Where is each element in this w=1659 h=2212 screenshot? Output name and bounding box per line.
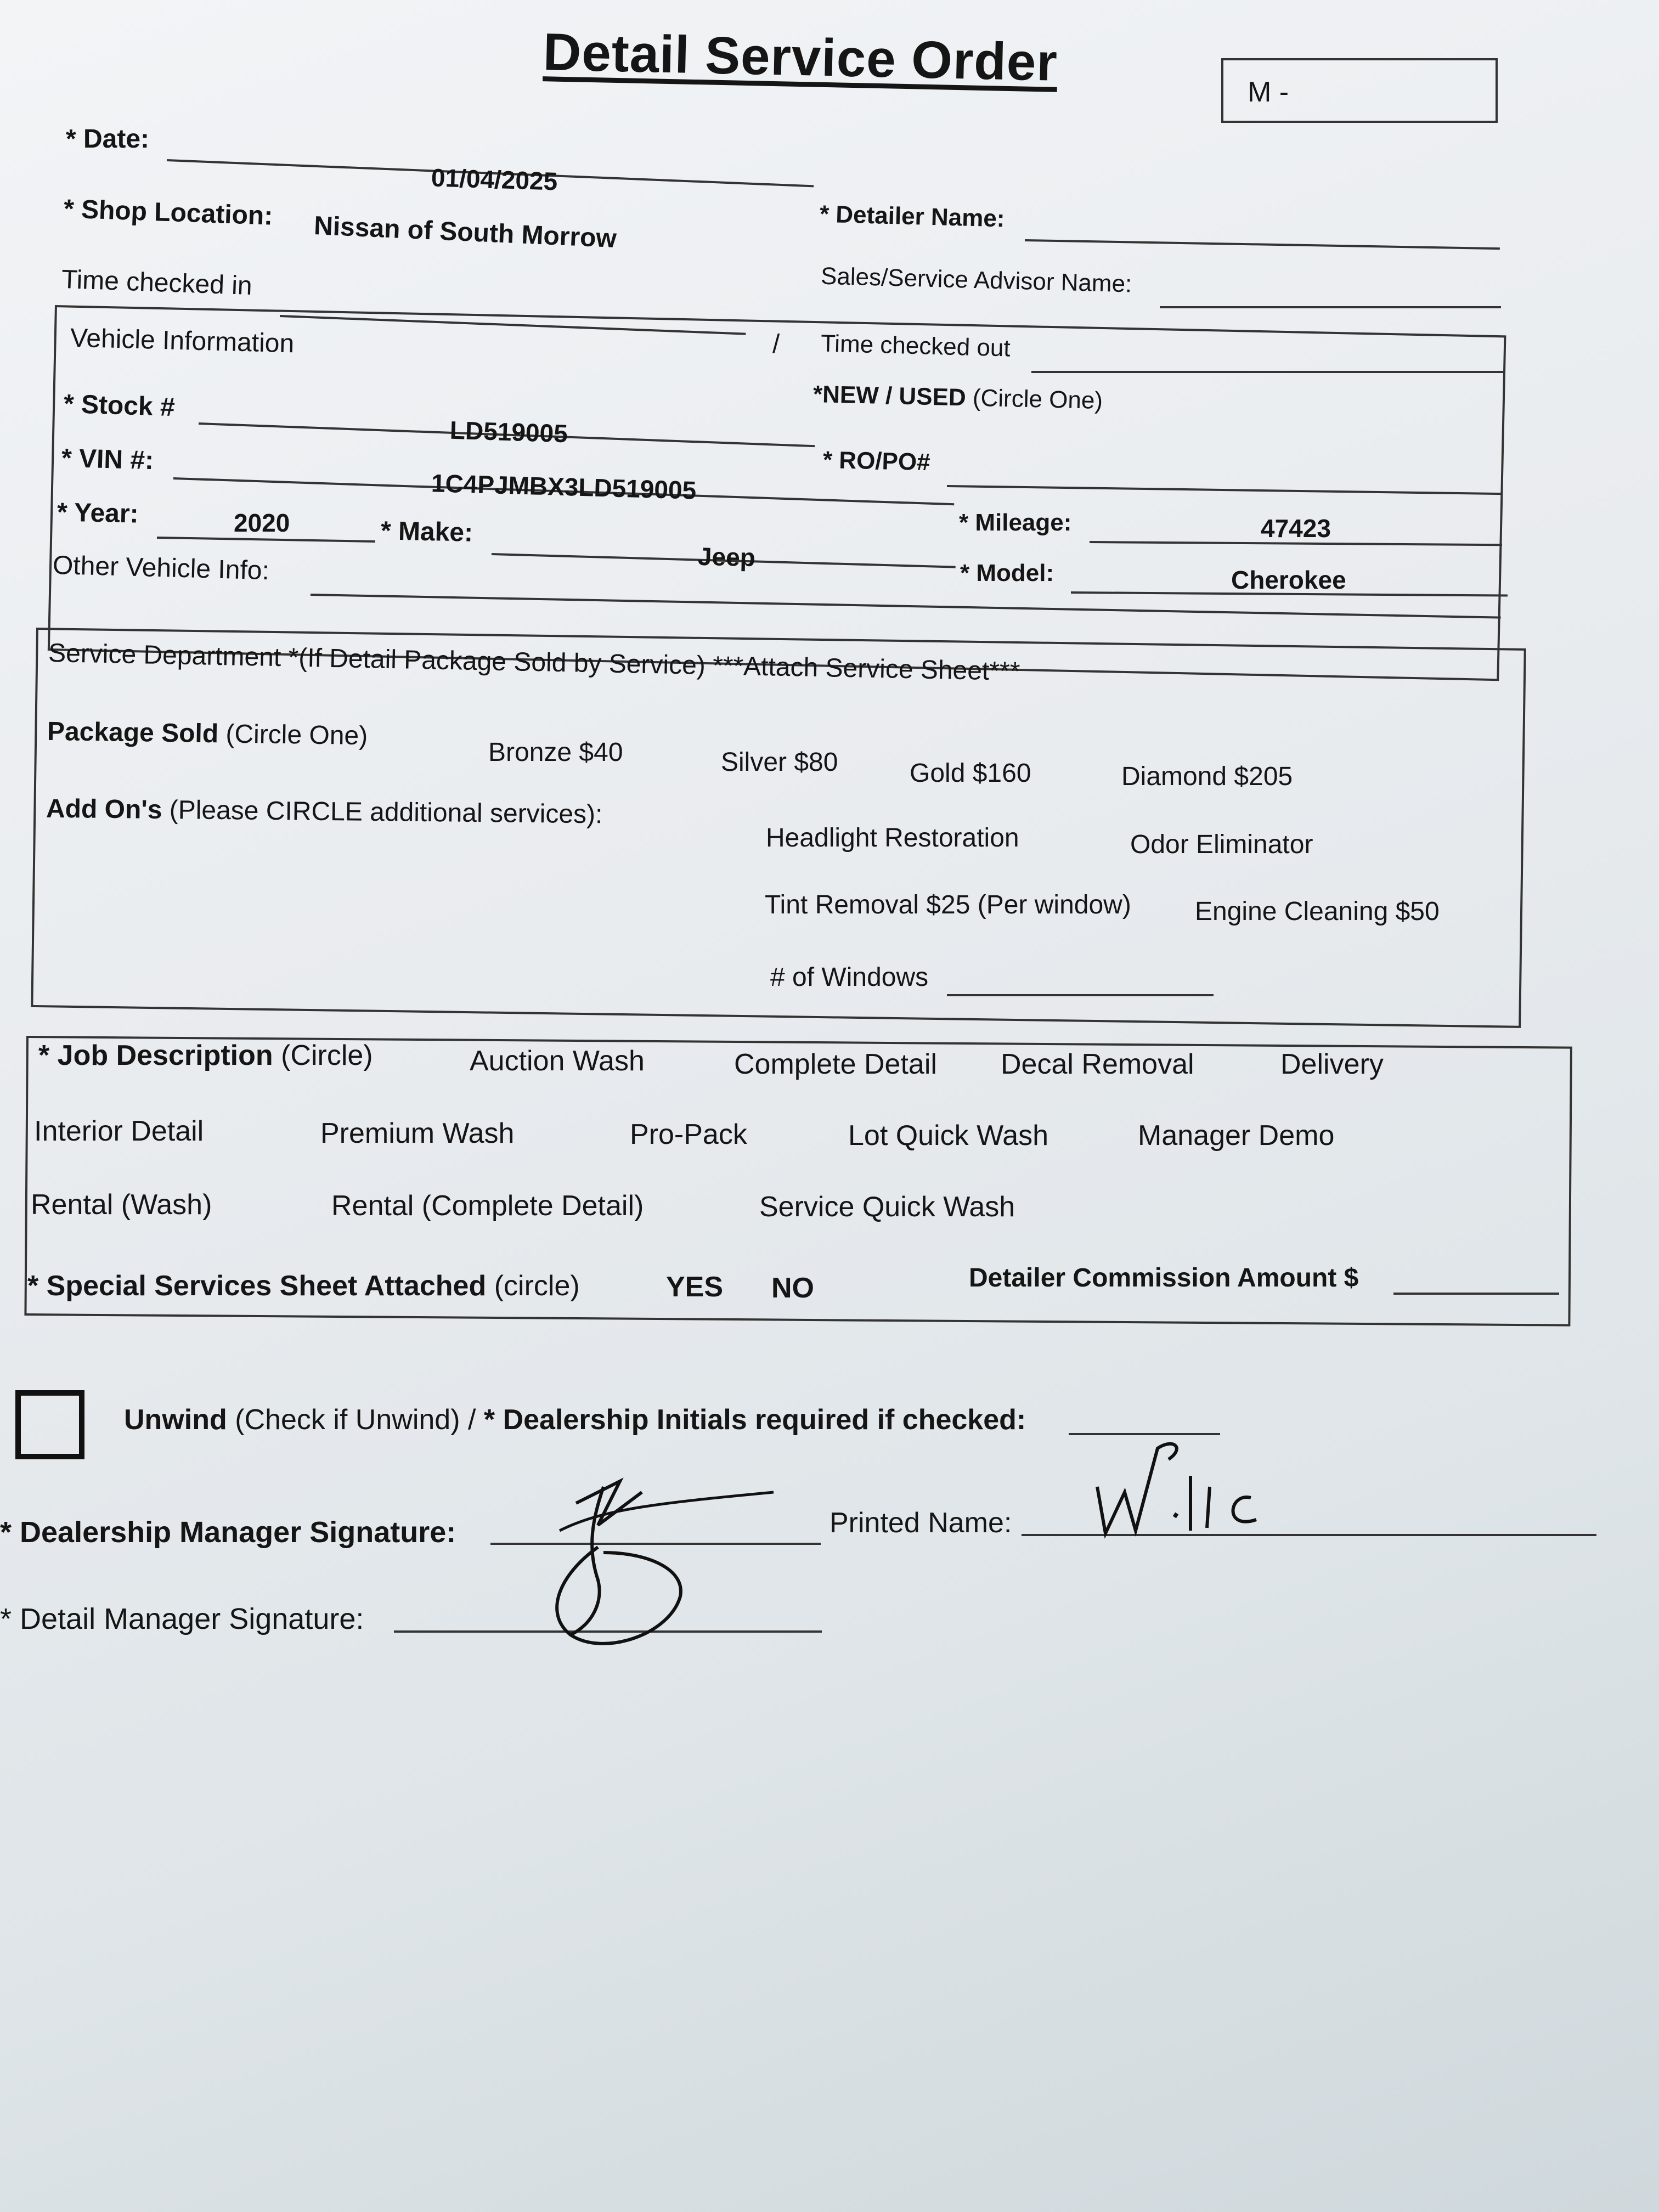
mileage-value[interactable]: 47423	[1261, 514, 1331, 543]
addon-headlight[interactable]: Headlight Restoration	[766, 823, 1019, 853]
package-silver[interactable]: Silver $80	[721, 748, 838, 777]
job-pro-pack[interactable]: Pro-Pack	[630, 1119, 747, 1150]
unwind-required-label: * Dealership Initials required if checked:	[483, 1404, 1026, 1436]
job-description-hint: (Circle)	[281, 1040, 373, 1071]
package-sold-hint: (Circle One)	[225, 719, 368, 751]
job-decal-removal[interactable]: Decal Removal	[1001, 1048, 1194, 1080]
special-services-hint: (circle)	[494, 1270, 580, 1302]
vin-value[interactable]: 1C4PJMBX3LD519005	[431, 469, 697, 505]
time-out-label: Time checked out	[820, 330, 1011, 362]
vin-label: * VIN #:	[61, 443, 154, 476]
stock-label: * Stock #	[63, 389, 176, 422]
job-lot-quick-wash[interactable]: Lot Quick Wash	[848, 1120, 1049, 1152]
make-value[interactable]: Jeep	[697, 541, 756, 572]
unwind-checkbox[interactable]	[15, 1390, 84, 1459]
commission-line[interactable]	[1393, 1293, 1559, 1295]
dealership-initials-line[interactable]	[1069, 1433, 1220, 1435]
job-interior-detail[interactable]: Interior Detail	[34, 1115, 204, 1147]
printed-name-label: Printed Name:	[830, 1507, 1012, 1539]
new-used-label: *NEW / USED	[812, 381, 967, 411]
job-complete-detail[interactable]: Complete Detail	[734, 1048, 937, 1080]
dealership-manager-signature	[538, 1470, 790, 1649]
make-label: * Make:	[380, 516, 473, 548]
time-in-label: Time checked in	[61, 264, 253, 301]
model-label: * Model:	[960, 560, 1054, 586]
vehicle-info-box	[48, 305, 1506, 681]
special-services-yes[interactable]: YES	[666, 1271, 724, 1303]
advisor-name-label: Sales/Service Advisor Name:	[820, 262, 1132, 298]
package-gold[interactable]: Gold $160	[910, 759, 1031, 788]
addon-engine-cleaning[interactable]: Engine Cleaning $50	[1195, 897, 1440, 926]
other-info-label: Other Vehicle Info:	[52, 550, 270, 586]
unwind-field	[124, 1403, 1026, 1436]
vehicle-info-heading: Vehicle Information	[70, 323, 295, 359]
job-manager-demo[interactable]: Manager Demo	[1138, 1120, 1335, 1152]
windows-label: # of Windows	[770, 963, 929, 992]
add-ons-label: Add On's	[46, 794, 162, 825]
order-number-prefix: M -	[1248, 76, 1289, 108]
windows-line[interactable]	[947, 994, 1214, 996]
package-sold-label: Package Sold	[47, 716, 219, 749]
new-used-hint: (Circle One)	[972, 384, 1103, 414]
add-ons-field	[46, 794, 603, 830]
date-label: * Date:	[66, 125, 150, 154]
order-number-box[interactable]	[1221, 58, 1498, 123]
job-auction-wash[interactable]: Auction Wash	[470, 1045, 645, 1077]
job-service-quick-wash[interactable]: Service Quick Wash	[759, 1191, 1015, 1223]
year-label: * Year:	[57, 498, 139, 529]
job-delivery[interactable]: Delivery	[1280, 1048, 1384, 1080]
special-services-field	[27, 1269, 580, 1302]
package-diamond[interactable]: Diamond $205	[1121, 762, 1293, 791]
shop-location-label: * Shop Location:	[63, 194, 274, 231]
addon-odor[interactable]: Odor Eliminator	[1130, 830, 1313, 859]
unwind-hint: (Check if Unwind) /	[235, 1404, 484, 1436]
job-description-label: * Job Description	[38, 1040, 273, 1071]
add-ons-hint: (Please CIRCLE additional services):	[169, 795, 603, 830]
ro-po-label: * RO/PO#	[822, 446, 931, 476]
commission-label: Detailer Commission Amount $	[969, 1263, 1359, 1293]
package-sold-field	[47, 716, 368, 751]
dealership-manager-signature-label: * Dealership Manager Signature:	[0, 1516, 456, 1549]
special-services-no[interactable]: NO	[771, 1272, 814, 1304]
stock-value[interactable]: LD519005	[449, 415, 568, 448]
form-title: Detail Service Order	[542, 22, 1058, 92]
service-department-heading: Service Department *(If Detail Package Sold by Service) ***Attach Service Sheet***	[48, 639, 1020, 686]
unwind-label: Unwind	[124, 1404, 227, 1436]
detail-manager-signature-label: * Detail Manager Signature:	[0, 1602, 364, 1635]
job-rental-complete-detail[interactable]: Rental (Complete Detail)	[331, 1190, 644, 1222]
shop-location-value: Nissan of South Morrow	[313, 211, 617, 254]
printed-name-handwriting	[1092, 1437, 1267, 1550]
time-separator: /	[772, 330, 780, 359]
year-value[interactable]: 2020	[234, 509, 290, 537]
mileage-label: * Mileage:	[959, 509, 1072, 536]
advisor-name-line[interactable]	[1160, 306, 1501, 308]
detailer-name-label: * Detailer Name:	[819, 200, 1006, 233]
model-value[interactable]: Cherokee	[1231, 566, 1346, 594]
package-bronze[interactable]: Bronze $40	[488, 738, 623, 767]
job-rental-wash[interactable]: Rental (Wash)	[31, 1189, 212, 1221]
addon-tint-removal[interactable]: Tint Removal $25 (Per window)	[765, 890, 1131, 919]
job-description-field	[38, 1039, 373, 1072]
detailer-name-line[interactable]	[1025, 239, 1500, 250]
date-value[interactable]: 01/04/2025	[431, 163, 558, 196]
special-services-label: * Special Services Sheet Attached	[27, 1270, 487, 1302]
job-premium-wash[interactable]: Premium Wash	[320, 1118, 515, 1149]
